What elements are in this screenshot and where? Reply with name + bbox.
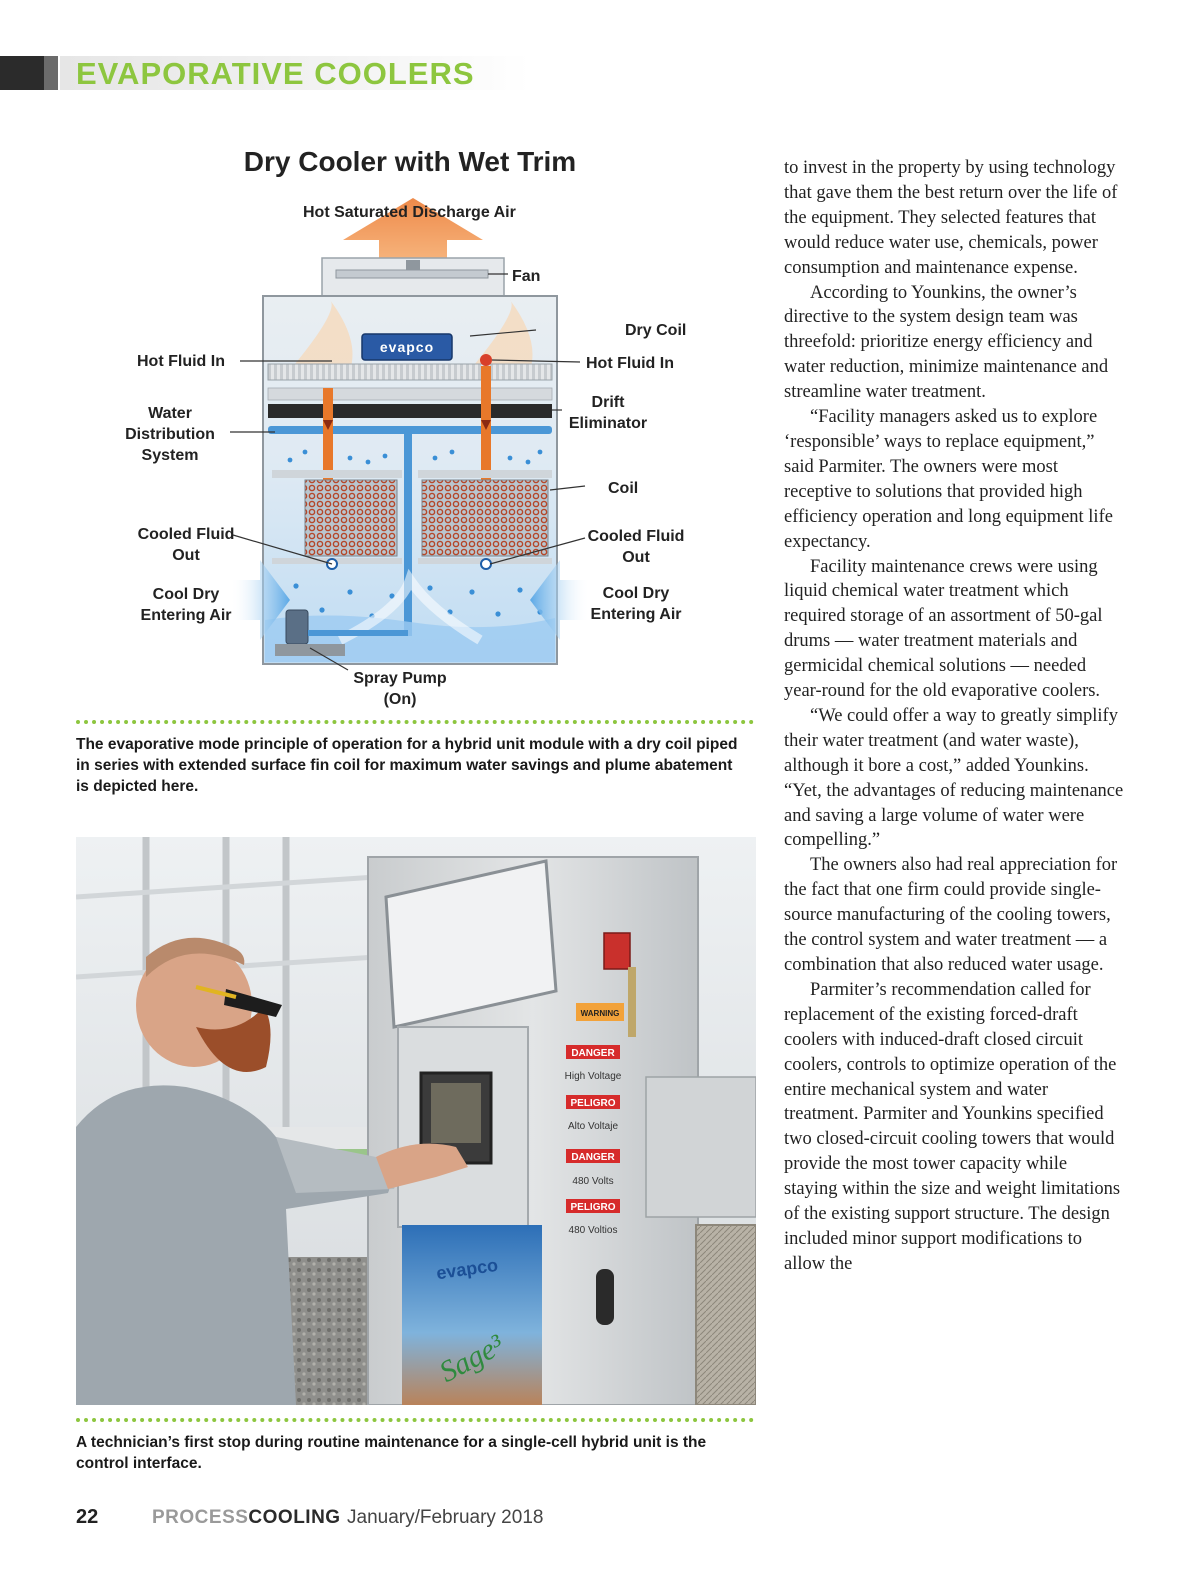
label-cooled-fluid-out-left	[134, 524, 238, 566]
photo-illustration	[76, 837, 756, 1405]
page-number: 22	[76, 1506, 99, 1528]
dry-coil	[268, 364, 552, 380]
label-cool-dry-left-line1: Cool Dry	[152, 586, 220, 603]
peligro-label-1: PELIGRO	[570, 1098, 616, 1109]
voltios-label: 480 Voltios	[568, 1225, 618, 1236]
label-drift-line2: Eliminator	[568, 415, 648, 432]
label-cool-dry-right-line1: Cool Dry	[602, 585, 670, 602]
label-cool-dry-right	[586, 583, 686, 625]
brand-logo: evapco	[379, 339, 435, 355]
warning-label: WARNING	[580, 1009, 620, 1018]
label-hot-fluid-in-right: Hot Fluid In	[586, 355, 674, 372]
coil-right	[422, 480, 548, 556]
paragraph: to invest in the property by using technology that gave them the best return over the life of the equipment. They selected features that would reduce water use, chemicals, power consumption and maintenance expense.	[784, 158, 1118, 278]
paragraph: Facility maintenance crews were using liquid chemical water treatment which required storage of an assortment of 50-gal drums — water treatment materials and germicidal chemical solutions — needed year-round for the old evaporative coolers.	[784, 556, 1103, 702]
label-hot-fluid-in-left: Hot Fluid In	[137, 353, 225, 370]
label-spray-pump-line1: Spray Pump	[353, 670, 447, 687]
label-water-distribution-line2: Distribution	[125, 426, 215, 443]
high-voltage-label: High Voltage	[564, 1071, 622, 1082]
label-water-distribution	[120, 403, 220, 466]
brand-part-process: PROCESS	[152, 1507, 249, 1528]
label-water-distribution-line1: Water	[148, 405, 192, 422]
diagram-caption: The evaporative mode principle of operation for a hybrid unit module with a dry coil piped in series with extended surface fin coil for maximum water savings and plume abatement is depicted here.	[76, 736, 738, 795]
alto-voltaje-label: Alto Voltaje	[567, 1121, 619, 1132]
hot-pipe-left	[323, 388, 333, 480]
label-spray-pump	[348, 668, 452, 710]
spray-pump	[286, 610, 308, 644]
article-body	[784, 156, 1124, 1277]
label-cooled-left-line1: Cooled Fluid	[137, 526, 235, 543]
coil-left	[305, 480, 397, 556]
label-drift-line1: Drift	[591, 394, 625, 411]
peligro-label-2: PELIGRO	[570, 1202, 616, 1213]
label-cooled-left-line2: Out	[172, 547, 200, 564]
label-cool-dry-left-line2: Entering Air	[140, 607, 232, 624]
label-dry-coil: Dry Coil	[625, 322, 687, 339]
label-spray-pump-line2: (On)	[383, 691, 417, 708]
section-title: EVAPORATIVE COOLERS	[76, 56, 475, 91]
danger-label-1: DANGER	[571, 1048, 615, 1059]
label-drift-eliminator	[566, 392, 650, 434]
label-hot-discharge: Hot Saturated Discharge Air	[303, 204, 516, 221]
brand-part-cooling: COOLING	[248, 1507, 341, 1528]
paragraph: The owners also had real appreciation for the fact that one firm could provide single-source manufacturing of the cooling towers, the control system and water treatment — a combination that also reduced water usage.	[784, 855, 1118, 975]
paragraph: Parmiter’s recommendation called for replacement of the existing forced-draft coolers with induced-draft closed circuit coolers, controls to optimize operation of the entire mechanical system and water treatment. Parmiter and Younkins specified two closed-circuit cooling towers that would provide the most tower capacity while staying within the size and weight limitations of the existing support structure. The design included minor support modifications to allow the	[784, 979, 1121, 1274]
technician-photo	[76, 837, 756, 1405]
label-cooled-right-line2: Out	[622, 549, 650, 566]
paragraph: “We could offer a way to greatly simplify their water treatment (and water waste), although it bore a cost,” added Younkins. “Yet, the advantages of reducing maintenance and saving a large volume of water were compelling.”	[784, 705, 1124, 851]
diagram-title: Dry Cooler with Wet Trim	[243, 146, 577, 177]
sage-banner	[402, 1225, 542, 1405]
caption-divider-1	[76, 720, 754, 724]
fan-blade	[336, 270, 488, 278]
label-fan: Fan	[512, 268, 541, 285]
label-coil: Coil	[608, 480, 639, 497]
photo-caption: A technician’s first stop during routine maintenance for a single-cell hybrid unit is the control interface.	[76, 1434, 707, 1472]
paragraph: According to Younkins, the owner’s directive to the system design team was threefold: prioritize energy efficiency and water reduction, minimize maintenance and streamline water treatment.	[784, 282, 1109, 403]
caption-divider-2	[76, 1418, 754, 1422]
door-handle	[596, 1269, 614, 1325]
paragraph: “Facility managers asked us to explore ‘responsible’ ways to replace equipment,” said Parmiter. The owners were most receptive to solutions that provided high efficiency operation and long equipment life expectancy.	[784, 407, 1113, 552]
dry-cooler-diagram	[100, 140, 720, 715]
disconnect-switch	[604, 933, 630, 969]
publication-brand	[152, 1507, 341, 1529]
label-cool-dry-left	[136, 584, 236, 626]
banner-sage: Sage³	[434, 1328, 510, 1389]
issue-date: January/February 2018	[347, 1507, 544, 1528]
volts-label: 480 Volts	[572, 1176, 614, 1187]
side-grille	[696, 1225, 756, 1405]
section-bar-dark	[0, 56, 44, 90]
label-cooled-right-line1: Cooled Fluid	[587, 528, 685, 545]
label-cooled-fluid-out-right	[584, 526, 688, 568]
danger-label-2: DANGER	[571, 1152, 615, 1163]
drift-eliminator	[268, 404, 552, 418]
label-cool-dry-right-line2: Entering Air	[590, 606, 682, 623]
label-water-distribution-line3: System	[141, 447, 199, 464]
banner-brand: evapco	[435, 1254, 500, 1284]
section-bar-accent	[44, 56, 58, 90]
